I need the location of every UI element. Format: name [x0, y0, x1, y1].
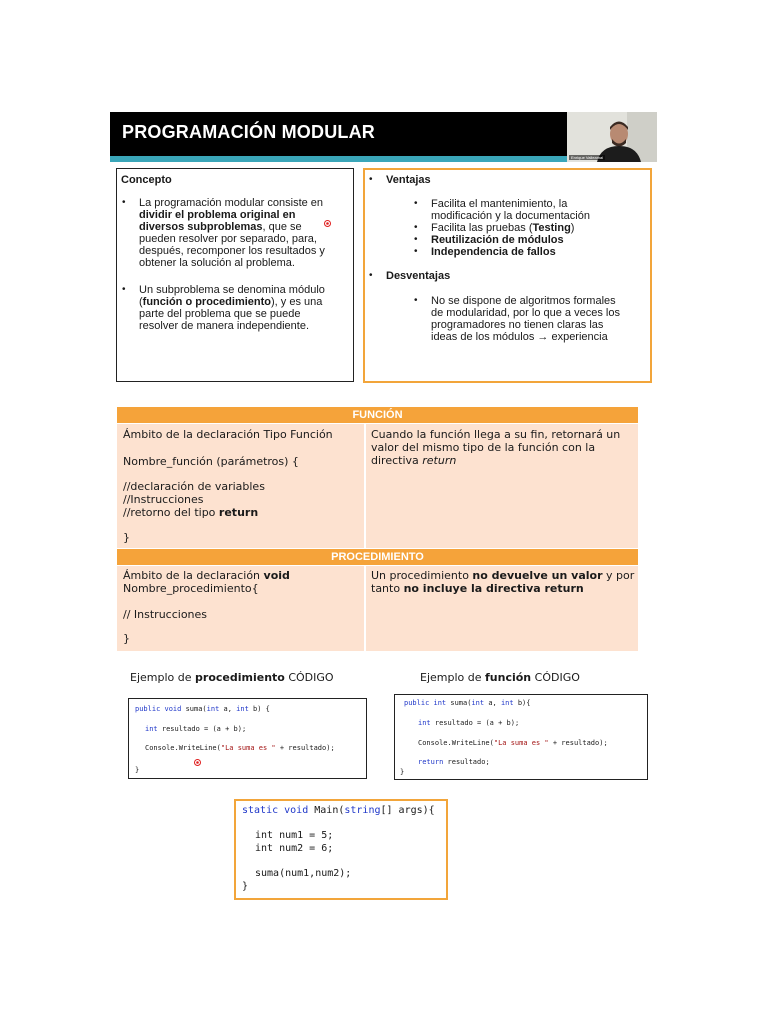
procedimiento-desc [371, 582, 584, 595]
code-text: Console.WriteLine( [145, 744, 221, 752]
code-text: [] args){ [380, 805, 435, 816]
code-text: resultado; [443, 758, 490, 766]
code-text: suma( [446, 699, 472, 707]
code-line: int num2 = 6; [255, 843, 334, 854]
concept-text: , que se [262, 221, 302, 233]
example-label-part: Ejemplo de [420, 671, 486, 684]
bullet-icon: • [414, 198, 418, 209]
concept-text: después, recomponer los resultados y [139, 245, 325, 257]
advantage-item: Reutilización de módulos [431, 234, 564, 246]
concept-heading: Concepto [121, 174, 172, 186]
code-keyword: public int [404, 699, 447, 707]
concept-text-line [139, 296, 322, 308]
disadvantages-heading: Desventajas [386, 270, 451, 282]
bullet-icon: • [414, 295, 418, 306]
disadvantage-item: ideas de los módulos → experiencia [431, 331, 608, 343]
code-text: resultado = (a + b); [157, 725, 247, 733]
code-line: } [242, 881, 249, 892]
concept-text: resolver de manera independiente. [139, 320, 310, 332]
procedimiento-text [123, 569, 290, 582]
func-example-label [420, 671, 580, 684]
advantage-item: Independencia de fallos [431, 246, 556, 258]
code-string: "La suma es " [220, 744, 276, 752]
concept-text-bold: función o procedimiento [142, 296, 272, 308]
funcion-desc-part: directiva [371, 454, 423, 467]
code-line [404, 699, 530, 708]
procedimiento-text: } [123, 632, 130, 645]
presenter-name: Enrique Valleamal [571, 155, 604, 160]
funcion-text: //Instrucciones [123, 493, 204, 506]
procedimiento-desc-bold: no devuelve un valor [472, 569, 603, 582]
code-text: b) { [248, 705, 270, 713]
code-text: suma( [181, 705, 207, 713]
code-text: + resultado); [548, 739, 608, 747]
code-text: b){ [513, 699, 531, 707]
concept-text: obtener la solución al problema. [139, 257, 295, 269]
advantage-text-bold: Testing [532, 222, 571, 234]
code-text: resultado = (a + b); [430, 719, 520, 727]
funcion-text-bold: return [218, 506, 259, 519]
example-label-part: CÓDIGO [284, 671, 334, 684]
code-string: "La suma es " [493, 739, 549, 747]
bullet-icon: • [369, 174, 373, 185]
advantage-item: Facilita el mantenimiento, la [431, 198, 568, 210]
concept-text: pueden resolver por separado, para, [139, 233, 317, 245]
code-keyword: int [145, 725, 158, 733]
code-line: suma(num1,num2); [255, 868, 352, 879]
concept-text-bold: diversos subproblemas [139, 221, 263, 233]
funcion-header: FUNCIÓN [117, 407, 638, 423]
procedimiento-text-part: Ámbito de la declaración [123, 569, 264, 582]
code-line: } [135, 766, 140, 774]
proc-example-label [130, 671, 334, 684]
code-keyword: static void [242, 805, 309, 816]
code-keyword: string [344, 805, 381, 816]
concept-text-line [139, 221, 302, 233]
advantage-text: Facilita las pruebas ( [431, 222, 533, 234]
funcion-text: //declaración de variables [123, 480, 265, 493]
webcam-thumbnail [567, 112, 657, 162]
code-line [145, 725, 246, 734]
code-keyword: return [418, 758, 444, 766]
code-line: int num1 = 5; [255, 830, 334, 841]
funcion-desc: valor del mismo tipo de la función con la [371, 441, 596, 454]
procedimiento-text-bold: void [263, 569, 290, 582]
funcion-text-part: //retorno del tipo [123, 506, 219, 519]
funcion-text: } [123, 531, 130, 544]
advantages-heading: Ventajas [386, 174, 431, 186]
procedimiento-header: PROCEDIMIENTO [117, 549, 638, 565]
funcion-desc [371, 454, 456, 467]
advantage-text: ) [570, 222, 575, 234]
bullet-icon: • [369, 270, 373, 281]
funcion-desc-italic: return [422, 454, 457, 467]
example-label-bold: función [485, 671, 532, 684]
bullet-icon: • [122, 284, 126, 295]
concept-text: ), y es una [271, 296, 323, 308]
disadvantage-item: programadores no tienen claras las [431, 319, 604, 331]
funcion-text: Ámbito de la declaración Tipo Función [123, 428, 333, 441]
code-line [145, 744, 335, 753]
bullet-icon: • [414, 222, 418, 233]
disadvantage-item: de modularidad, por lo que a veces los [431, 307, 620, 319]
funcion-text: Nombre_función (parámetros) { [123, 455, 299, 468]
concept-text: parte del problema que se puede [139, 308, 301, 320]
procedimiento-text: // Instrucciones [123, 608, 208, 621]
disadvantage-item: No se dispone de algoritmos formales [431, 295, 616, 307]
code-text: + resultado); [275, 744, 335, 752]
code-keyword: int [471, 699, 485, 707]
header-stripe [110, 156, 568, 162]
code-keyword: int [236, 705, 249, 713]
concept-text: La programación modular consiste en [139, 197, 324, 209]
code-line: } [400, 768, 405, 776]
procedimiento-desc-part: y por [602, 569, 635, 582]
concept-text: ( [139, 296, 143, 308]
example-label-bold: procedimiento [195, 671, 285, 684]
code-line [418, 719, 519, 728]
procedimiento-desc-part: tanto [371, 582, 404, 595]
bullet-icon: • [122, 197, 126, 208]
code-line [135, 705, 270, 714]
code-keyword: int [418, 719, 431, 727]
concept-text-bold: dividir el problema original en [139, 209, 296, 221]
funcion-text [123, 506, 258, 519]
procedimiento-desc [371, 569, 634, 582]
procedimiento-text: Nombre_procedimiento{ [123, 582, 259, 595]
bullet-icon: • [414, 234, 418, 245]
code-line [418, 758, 490, 767]
procedimiento-desc-bold: no incluye la directiva return [403, 582, 584, 595]
cursor-marker-icon [194, 759, 201, 766]
advantage-item: modificación y la documentación [431, 210, 590, 222]
code-keyword: public void [135, 705, 182, 713]
page-title: PROGRAMACIÓN MODULAR [122, 122, 375, 142]
code-text: Main( [308, 805, 345, 816]
code-keyword: int [500, 699, 514, 707]
procedimiento-desc-part: Un procedimiento [371, 569, 473, 582]
code-keyword: int [206, 705, 220, 713]
advantage-item [431, 222, 574, 234]
bullet-icon: • [414, 246, 418, 257]
code-text: Console.WriteLine( [418, 739, 494, 747]
code-text: a, [219, 705, 237, 713]
concept-text: Un subproblema se denomina módulo [139, 284, 325, 296]
code-line [418, 739, 608, 748]
example-label-part: CÓDIGO [531, 671, 580, 684]
code-line [242, 805, 435, 817]
code-text: a, [484, 699, 501, 707]
example-label-part: Ejemplo de [130, 671, 196, 684]
cursor-marker-icon [324, 220, 331, 227]
funcion-desc: Cuando la función llega a su fin, retornará un [371, 428, 621, 441]
